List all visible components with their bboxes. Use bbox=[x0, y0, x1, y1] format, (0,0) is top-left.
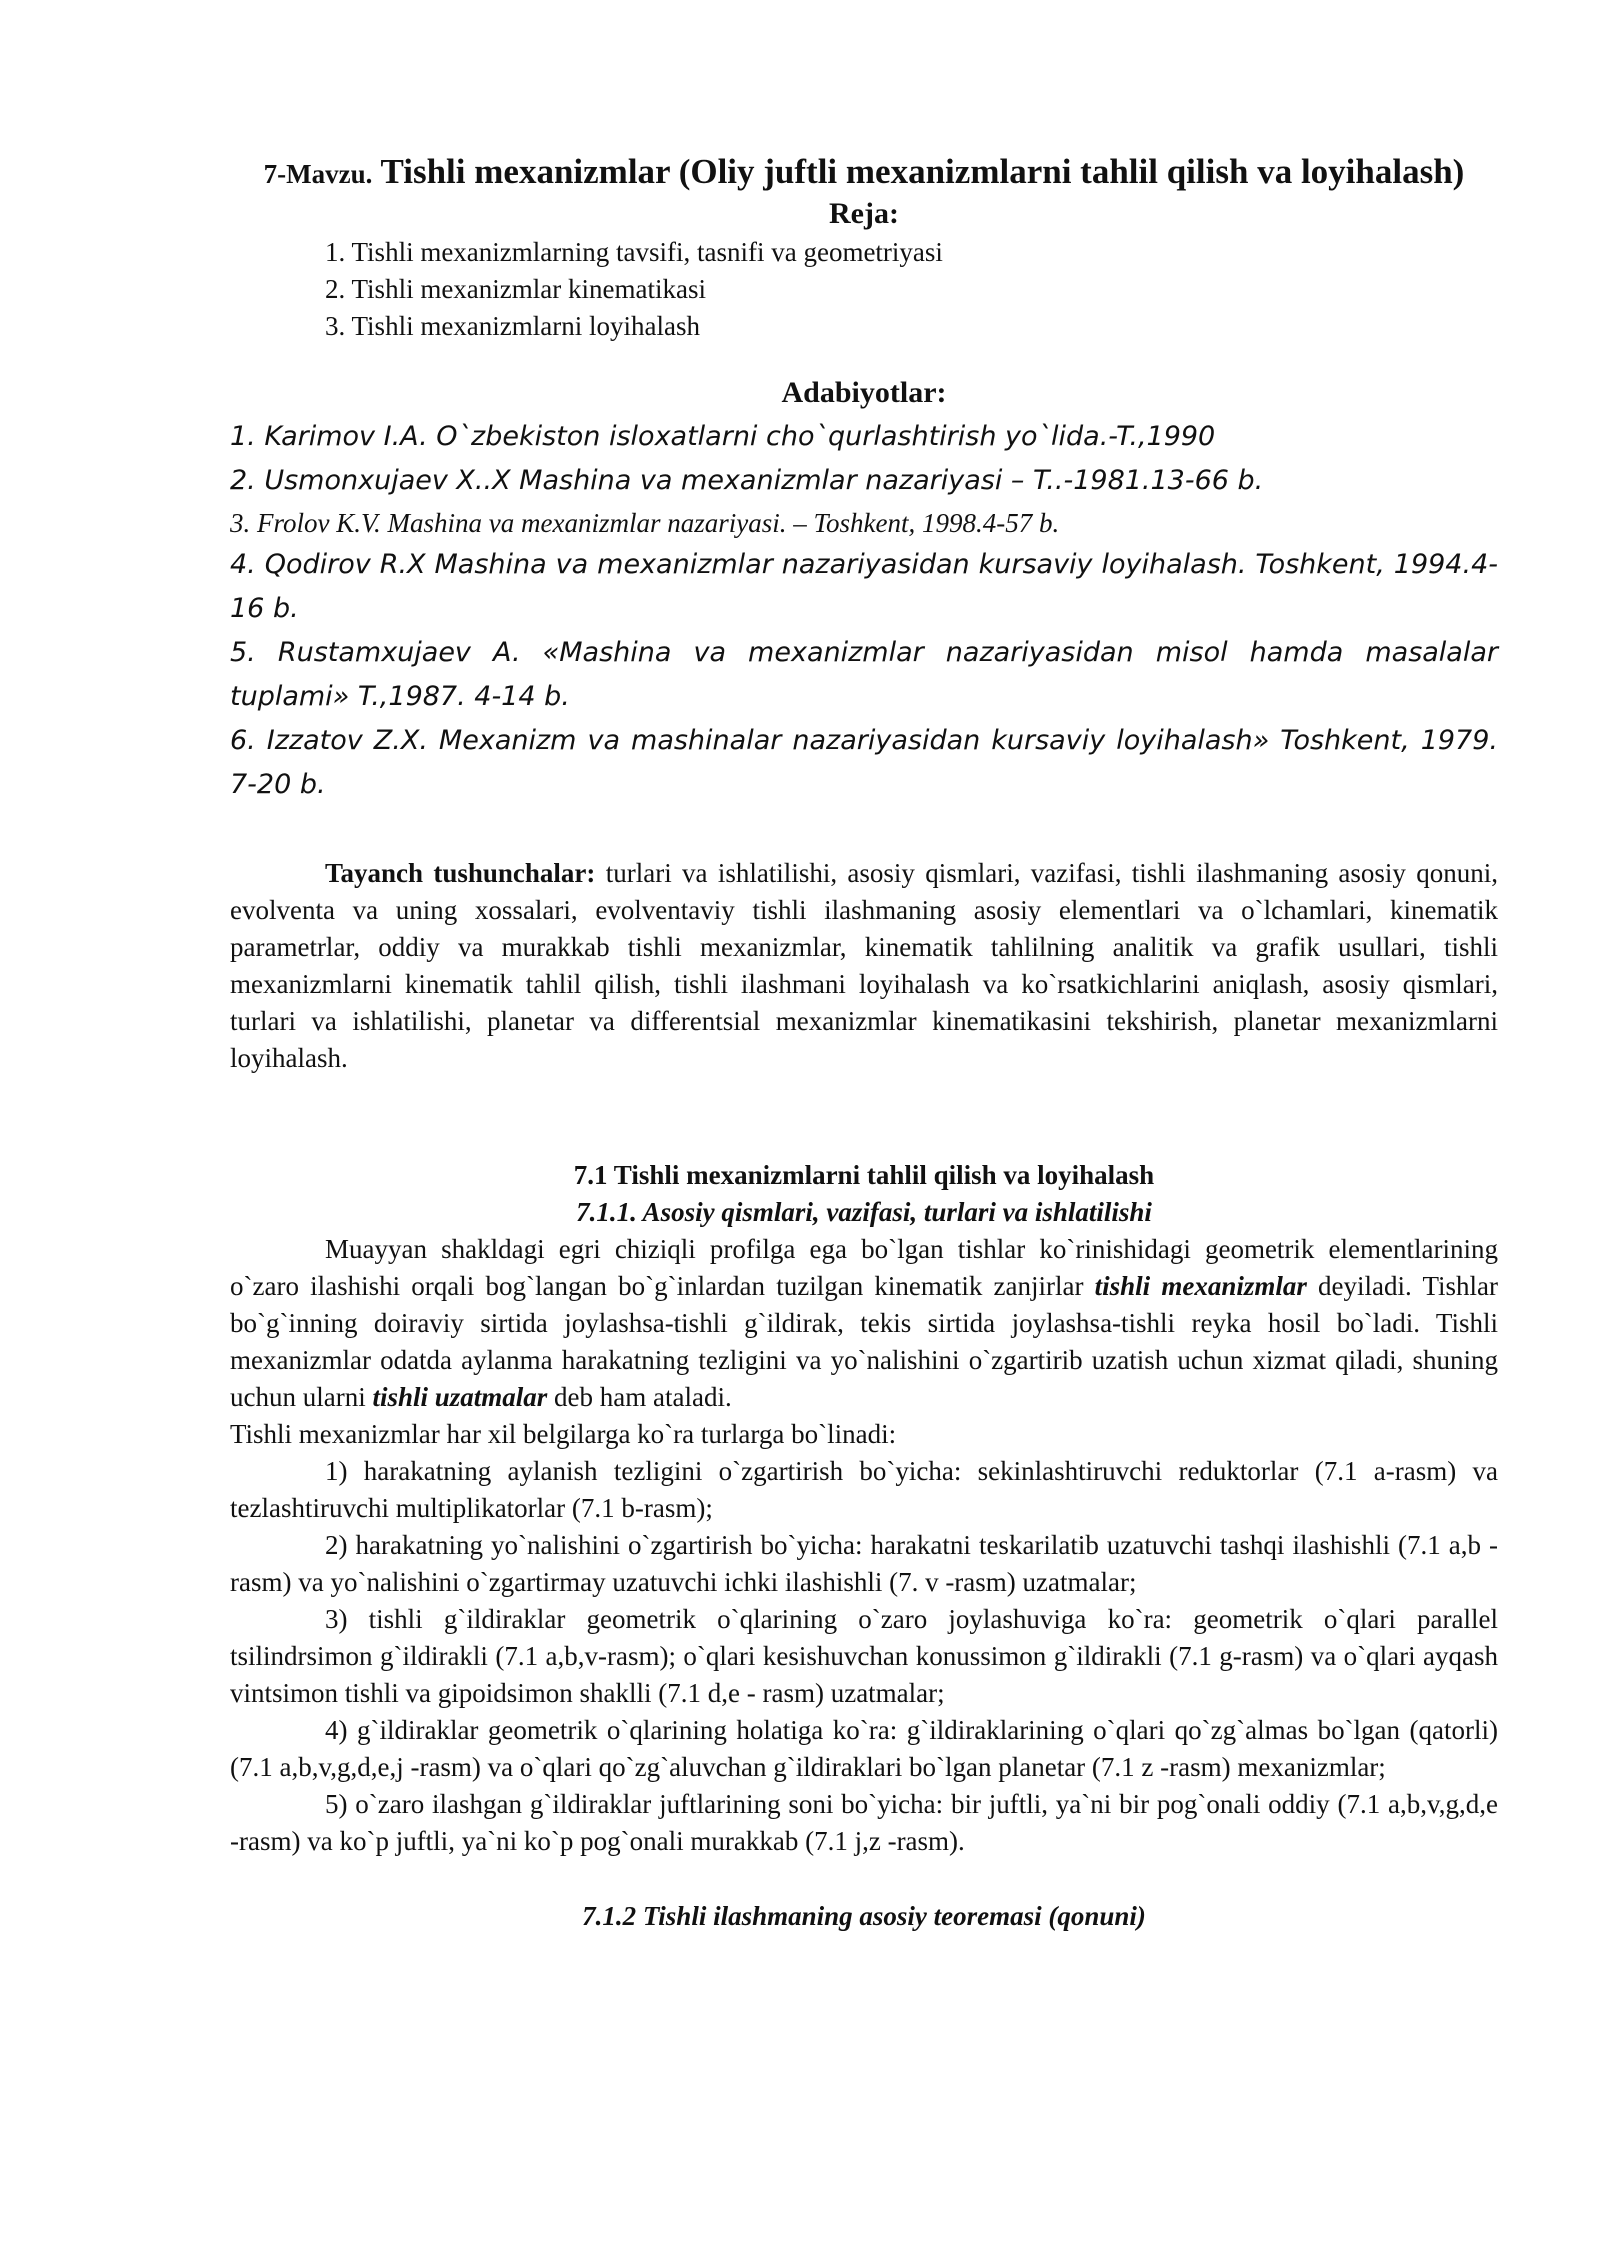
body-text: deb ham ataladi. bbox=[547, 1382, 732, 1412]
section-title: 7.1 Tishli mexanizmlarni tahlil qilish va loyihalash bbox=[573, 1160, 1155, 1190]
reference-item: 5. Rustamxujaev A. «Mashina va mexanizmlar nazariyasidan misol hamda masalalar tuplami» T.,1987. 4-14 b. bbox=[230, 637, 1498, 712]
plan-item: 2. Tishli mexanizmlar kinematikasi bbox=[325, 274, 706, 304]
body-text: Muayyan shakldagi egri chiziqli profilga ega bo`lgan tishlar ko`rinishidagi geometrik elementlarining o`zaro ilashishi orqali bog`langan bo`g`inlardan tuzilgan kinematik zanjirlar bbox=[230, 1234, 1498, 1301]
plan-heading: Reja: bbox=[829, 197, 899, 230]
page-title bbox=[230, 150, 1498, 196]
body-text: deyiladi. Tishlar bo`g`inning doiraviy sirtida joylashsa-tishli g`ildirak, tekis sirtida joylashsa-tishli reyka hosil bo`ladi. Tishli mexanizmlar odatda aylanma harakatning tezligini va yo`nalishini o`zgartirib uzatish uchun xizmat qiladi, shuning uchun ularni bbox=[230, 1271, 1498, 1412]
classification-item: 2) harakatning yo`nalishini o`zgartirish bo`yicha: harakatni teskarilatib uzatuvchi tashqi ilashishli (7.1 a,b -rasm) va yo`nalishini o`zgartirmay uzatuvchi ichki ilashishli (7. v -rasm) uzatmalar; bbox=[230, 1530, 1498, 1597]
reference-item: 6. Izzatov Z.X. Mexanizm va mashinalar nazariyasidan kursaviy loyihalash» Toshkent, 1979. 7-20 b. bbox=[230, 725, 1498, 800]
key-concepts-paragraph bbox=[230, 855, 1498, 1077]
plan-item: 1. Tishli mexanizmlarning tavsifi, tasnifi va geometriyasi bbox=[325, 237, 943, 267]
classification-intro: Tishli mexanizmlar har xil belgilarga ko`ra turlarga bo`linadi: bbox=[230, 1419, 897, 1449]
plan-item: 3. Tishli mexanizmlarni loyihalash bbox=[325, 311, 700, 341]
term-tishli-mexanizmlar: tishli mexanizmlar bbox=[1094, 1271, 1307, 1301]
classification-item: 1) harakatning aylanish tezligini o`zgartirish bo`yicha: sekinlashtiruvchi reduktorlar (7.1 a-rasm) va tezlashtiruvchi multiplikatorlar (7.1 b-rasm); bbox=[230, 1456, 1498, 1523]
reference-item: 3. Frolov K.V. Mashina va mexanizmlar nazariyasi. – Toshkent, 1998.4-57 b. bbox=[230, 508, 1060, 538]
reference-item: 2. Usmonxujaev X..X Mashina va mexanizmlar nazariyasi – T..-1981.13-66 b. bbox=[230, 465, 1264, 496]
classification-item: 4) g`ildiraklar geometrik o`qlarining holatiga ko`ra: g`ildiraklarining o`qlari qo`zg`almas bo`lgan (qatorli) (7.1 a,b,v,g,d,e,j -rasm) va o`qlari qo`zg`aluvchan g`ildiraklari bo`lgan planetar (7.1 z -rasm) mexanizmlar; bbox=[230, 1715, 1498, 1782]
references-list bbox=[230, 415, 1498, 807]
topic-title: Tishli mexanizmlar (Oliy juftli mexanizmlarni tahlil qilish va loyihalash) bbox=[380, 152, 1465, 191]
body-paragraph bbox=[230, 1231, 1498, 1416]
document-page bbox=[230, 150, 1498, 1935]
next-section-title: 7.1.2 Tishli ilashmaning asosiy teoremasi (qonuni) bbox=[582, 1901, 1146, 1931]
key-concepts-text: turlari va ishlatilishi, asosiy qismlari, vazifasi, tishli ilashmaning asosiy qonuni, evolventa va uning xossalari, evolventaviy tishli ilashmaning asosiy elementlari va o`lchamlari, kinematik parametrlar, oddiy va murakkab tishli mexanizmlar, kinematik tahlilning analitik va grafik usullari, tishli mexanizmlarni kinematik tahlil qilish, tishli ilashmani loyihalash va ko`rsatkichlarini aniqlash, asosiy qismlari, turlari va ishlatilishi, planetar va differentsial mexanizmlar kinematikasini tekshirish, planetar mexanizmlarni loyihalash. bbox=[230, 858, 1498, 1073]
reference-item: 1. Karimov I.A. O`zbekiston isloxatlarni cho`qurlashtirish yo`lida.-T.,1990 bbox=[230, 421, 1216, 452]
subsection-title: 7.1.1. Asosiy qismlari, vazifasi, turlari va ishlatilishi bbox=[576, 1197, 1152, 1227]
plan-list bbox=[325, 234, 1498, 345]
key-concepts-label: Tayanch tushunchalar: bbox=[325, 858, 596, 888]
classification-item: 3) tishli g`ildiraklar geometrik o`qlarining o`zaro joylashuviga ko`ra: geometrik o`qlari parallel tsilindrsimon g`ildirakli (7.1 a,b,v-rasm); o`qlari kesishuvchan konussimon g`ildirakli (7.1 g-rasm) va o`qlari ayqash vintsimon tishli va gipoidsimon shaklli (7.1 d,e - rasm) uzatmalar; bbox=[230, 1604, 1498, 1708]
reference-item: 4. Qodirov R.X Mashina va mexanizmlar nazariyasidan kursaviy loyihalash. Toshkent, 1994.4-16 b. bbox=[230, 549, 1498, 624]
references-heading: Adabiyotlar: bbox=[781, 376, 947, 409]
classification-item: 5) o`zaro ilashgan g`ildiraklar juftlarining soni bo`yicha: bir juftli, ya`ni bir pog`onali oddiy (7.1 a,b,v,g,d,e -rasm) va ko`p juftli, ya`ni ko`p pog`onali murakkab (7.1 j,z -rasm). bbox=[230, 1789, 1498, 1856]
term-tishli-uzatmalar: tishli uzatmalar bbox=[372, 1382, 548, 1412]
topic-number: 7-Mavzu. bbox=[263, 159, 373, 189]
